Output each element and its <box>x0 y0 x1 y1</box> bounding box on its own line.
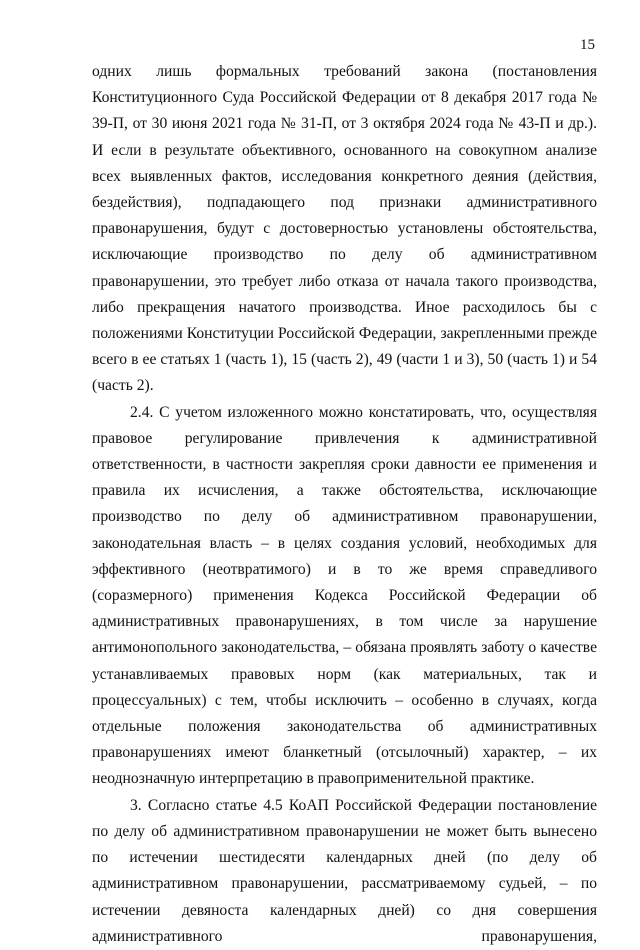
document-body <box>92 59 597 950</box>
page-number: 15 <box>580 37 595 53</box>
paragraph-2-4: 2.4. С учетом изложенного можно констатировать, что, осуществляя правовое регулирование привлечения к административной ответственности, в частности закрепляя сроки давности ее применения и правила их исчисления, а также обстоятельства, исключающие производство по делу об административном правонарушении, законодательная власть – в целях создания условий, необходимых для эффективного (неотвратимого) и в то же время справедливого (соразмерного) применения Кодекса Российской Федерации об административных правонарушениях, в том числе за нарушение антимонопольного законодательства, – обязана проявлять заботу о качестве устанавливаемых правовых норм (как материальных, так и процессуальных) с тем, чтобы исключить – особенно в случаях, когда отдельные положения законодательства об административных правонарушениях имеют бланкетный (отсылочный) характер, – их неоднозначную интерпретацию в правоприменительной практике. <box>92 403 597 788</box>
paragraph-3: 3. Согласно статье 4.5 КоАП Российской Федерации постановление по делу об административном правонарушении не может быть вынесено по истечении шестидесяти календарных дней (по делу об административном правонарушении, рассматриваемому судьей, – по истечении девяноста календарных дней) со дня совершения административного правонарушения, <box>92 796 597 945</box>
paragraph-continuation: одних лишь формальных требований закона (постановления Конституционного Суда Российской Федерации от 8 декабря 2017 года № 39-П, от 30 июня 2021 года № 31-П, от 3 октября 2024 года № 43-П и др.). И если в результате объективного, основанного на совокупном анализе всех выявленных фактов, исследования конкретного деяния (действия, бездействия), подпадающего под признаки административного правонарушения, будут с достоверностью установлены обстоятельства, исключающие производство по делу об административном правонарушении, это требует либо отказа от начала такого производства, либо прекращения начатого производства. Иное расходилось бы с положениями Конституции Российской Федерации, закрепленными прежде всего в ее статьях 1 (часть 1), 15 (часть 2), 49 (части 1 и 3), 50 (часть 1) и 54 (часть 2). <box>92 63 597 395</box>
